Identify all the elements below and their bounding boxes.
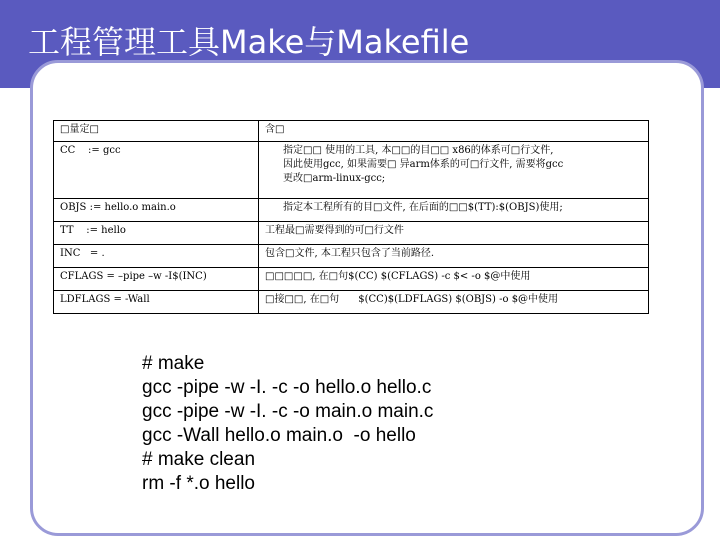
command-line: rm -f *.o hello: [142, 473, 255, 494]
table-header-row: [54, 121, 649, 142]
var-description: [259, 268, 649, 291]
command-line: gcc -Wall hello.o main.o -o hello: [142, 425, 416, 446]
var-name: CFLAGS: [60, 271, 104, 282]
desc-line: 更改□arm-linux-gcc;: [283, 173, 386, 184]
command-line: # make clean: [142, 449, 256, 470]
desc-line: 工程最□需要得到的可□行文件: [265, 225, 404, 236]
table-row: [54, 222, 649, 245]
table-row: [54, 291, 649, 314]
variable-table: [53, 120, 649, 314]
command-line: # make: [142, 353, 205, 374]
var-description: [259, 291, 649, 314]
var-value: := hello: [86, 225, 126, 236]
var-name: OBJS: [60, 202, 87, 213]
command-line: gcc -pipe -w -I. -c -o hello.o hello.c: [142, 377, 432, 398]
desc-line: □□□□□, 在□句$(CC) $(CFLAGS) -c $< -o $@中使用: [265, 271, 531, 282]
var-name: TT: [60, 225, 74, 236]
var-description: [259, 142, 649, 199]
desc-line: 指定本工程所有的目□文件, 在后面的□□$(TT):$(OBJS)使用;: [283, 202, 563, 213]
var-definition: [54, 291, 259, 314]
desc-line: □接□□, 在□句 $(CC)$(LDFLAGS) $(OBJS) -o $@中使用: [265, 294, 559, 305]
header-variable: □量定□: [54, 121, 259, 142]
command-output: [142, 352, 433, 496]
desc-line: 指定□□ 使用的工具, 本□□的目□□ x86的体系可□行文件,: [283, 145, 554, 156]
var-definition: [54, 222, 259, 245]
desc-line: 因此使用gcc, 如果需要□ 异arm体系的可□行文件, 需要将gcc: [283, 159, 564, 170]
desc-line: 包含□文件, 本工程只包含了当前路径.: [265, 248, 435, 259]
var-description: [259, 199, 649, 222]
command-line: gcc -pipe -w -I. -c -o main.o main.c: [142, 401, 434, 422]
var-name: CC: [60, 145, 76, 156]
var-value: = .: [89, 248, 105, 259]
var-value: := gcc: [88, 145, 121, 156]
var-description: [259, 222, 649, 245]
table-row: [54, 199, 649, 222]
var-definition: [54, 245, 259, 268]
var-value: := hello.o main.o: [89, 202, 176, 213]
var-definition: [54, 142, 259, 199]
var-value: = -Wall: [113, 294, 150, 305]
var-name: LDFLAGS: [60, 294, 111, 305]
table-row: [54, 268, 649, 291]
header-meaning: 含□: [259, 121, 649, 142]
var-description: [259, 245, 649, 268]
var-name: INC: [60, 248, 81, 259]
slide-title: 工程管理工具Make与Makefile: [28, 23, 470, 61]
table-row: [54, 142, 649, 199]
var-definition: [54, 199, 259, 222]
var-definition: [54, 268, 259, 291]
var-value: = –pipe –w -I$(INC): [106, 271, 207, 282]
table-row: [54, 245, 649, 268]
